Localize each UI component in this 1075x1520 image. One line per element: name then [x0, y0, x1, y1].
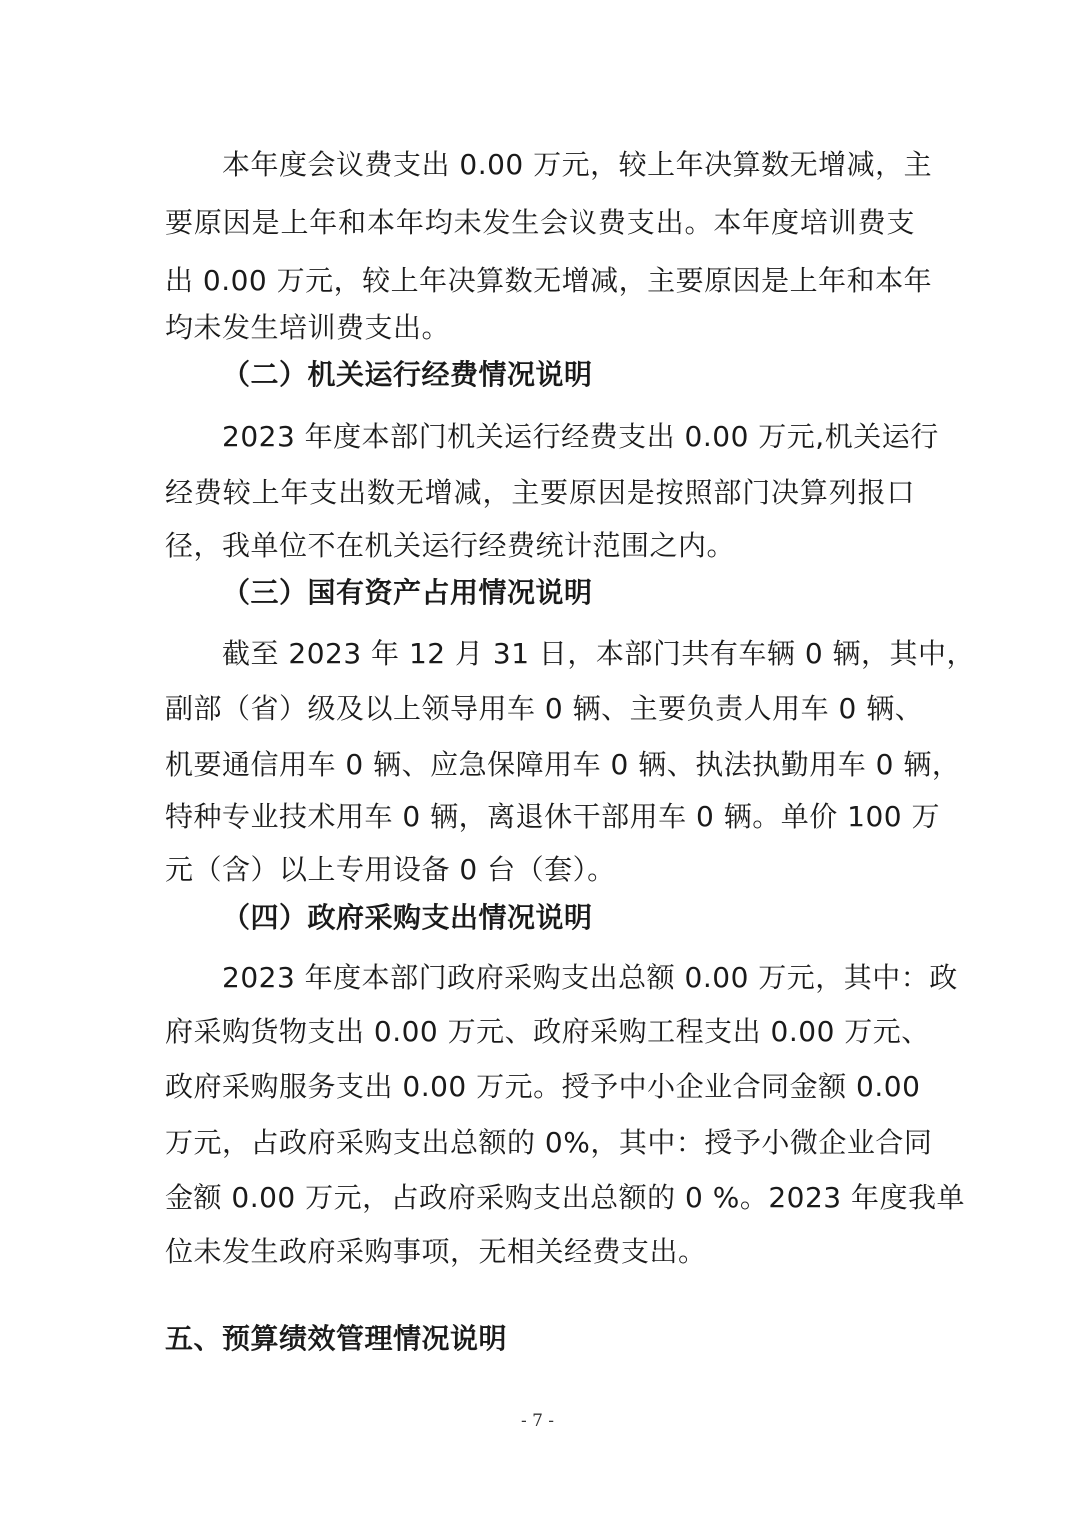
paragraph-line: 本年度会议费支出 0.00 万元，较上年决算数无增减，主	[222, 148, 933, 181]
section-heading-5: 五、预算绩效管理情况说明	[165, 1322, 508, 1355]
paragraph-line: 元（含）以上专用设备 0 台（套）。	[165, 853, 616, 886]
paragraph-line: 府采购货物支出 0.00 万元、政府采购工程支出 0.00 万元、	[165, 1015, 930, 1048]
section-heading-4: （四）政府采购支出情况说明	[222, 901, 593, 934]
page-number: - 7 -	[520, 1411, 555, 1431]
paragraph-line: 径，我单位不在机关运行经费统计范围之内。	[165, 529, 736, 562]
paragraph-line: 金额 0.00 万元，占政府采购支出总额的 0 %。2023 年度我单	[165, 1181, 966, 1214]
paragraph-line: 要原因是上年和本年均未发生会议费支出。本年度培训费支	[165, 206, 915, 239]
paragraph-line: 机要通信用车 0 辆、应急保障用车 0 辆、执法执勤用车 0 辆，	[165, 748, 961, 781]
paragraph-line: 万元，占政府采购支出总额的 0%，其中：授予小微企业合同	[165, 1126, 933, 1159]
paragraph-line: 副部（省）级及以上领导用车 0 辆、主要负责人用车 0 辆、	[165, 692, 924, 725]
section-heading-2: （二）机关运行经费情况说明	[222, 358, 593, 391]
paragraph-line: 截至 2023 年 12 月 31 日，本部门共有车辆 0 辆，其中，	[222, 637, 976, 670]
section-heading-3: （三）国有资产占用情况说明	[222, 576, 593, 609]
paragraph-line: 位未发生政府采购事项，无相关经费支出。	[165, 1235, 707, 1268]
paragraph-line: 均未发生培训费支出。	[165, 311, 451, 344]
paragraph-line: 特种专业技术用车 0 辆，离退休干部用车 0 辆。单价 100 万	[165, 800, 940, 833]
paragraph-line: 政府采购服务支出 0.00 万元。授予中小企业合同金额 0.00	[165, 1070, 921, 1103]
paragraph-line: 2023 年度本部门政府采购支出总额 0.00 万元，其中：政	[222, 961, 958, 994]
paragraph-line: 出 0.00 万元，较上年决算数无增减，主要原因是上年和本年	[165, 264, 933, 297]
paragraph-line: 2023 年度本部门机关运行经费支出 0.00 万元,机关运行	[222, 420, 939, 453]
paragraph-line: 经费较上年支出数无增减，主要原因是按照部门决算列报口	[165, 476, 915, 509]
